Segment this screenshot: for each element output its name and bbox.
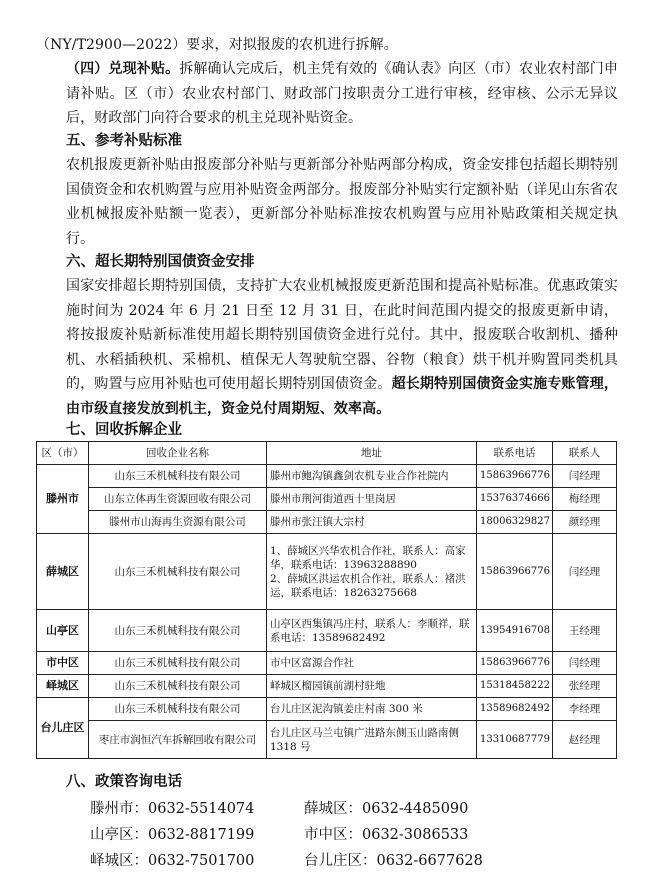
contact-cell: 赵经理 [553,721,617,759]
phone-cell: 13310687779 [477,721,553,759]
district-cell: 市中区 [37,652,89,675]
contact-phone: 0632-8817199 [148,827,255,843]
phone-cell: 13589682492 [477,698,553,721]
contact-phone: 0632-7501700 [148,853,255,869]
section4-title: （四）兑现补贴。 [66,61,180,77]
contact-cell: 王经理 [553,610,617,652]
phone-cell: 15376374666 [477,488,553,511]
contact-label: 薛城区： [304,801,362,817]
column-header-district: 区（市） [37,442,89,465]
table-row [37,652,617,675]
section6-text: 国家安排超长期特别国债，支持扩大农业机械报废更新范围和提高补贴标准。优惠政策实施时间为 2024 年 6 月 21 日至 12 月 31 日，在此时间范围内提交的报废更新申请，将按报废补贴新标准使用超长期特别国债资金进行兑付。其中，报废联合收割机、播种机、水稻插秧机、采棉机、植保无人驾驶航空器、谷物（粮食）烘干机并购置同类机具的，购置与应用补贴也可使用超长期特别国债资金。 [66,278,618,392]
company-cell: 山东三禾机械科技有限公司 [89,698,267,721]
contact-label: 山亭区： [90,827,148,843]
company-cell: 枣庄市润恒汽车拆解回收有限公司 [89,721,267,759]
company-cell: 山东三禾机械科技有限公司 [89,675,267,698]
section6-paragraph [66,274,618,421]
contact-phone: 0632-6677628 [376,853,483,869]
recycling-companies-table [36,441,617,759]
district-cell: 薛城区 [37,534,89,610]
company-cell: 山东三禾机械科技有限公司 [89,465,267,488]
contact-item [90,822,304,848]
contact-cell: 闫经理 [553,465,617,488]
table-row [37,610,617,652]
company-cell: 山东三禾机械科技有限公司 [89,534,267,610]
phone-cell: 15863966776 [477,465,553,488]
table-row [37,534,617,610]
contact-cell: 颜经理 [553,511,617,534]
address-cell: 山亭区西集镇冯庄村，联系人：李顺祥，联系电话：13589682492 [267,610,477,652]
table-row [37,511,617,534]
address-cell: 台儿庄区泥沟镇姜庄村南 300 米 [267,698,477,721]
contact-phone: 0632-4485090 [362,801,469,817]
address-cell: 1、薛城区兴华农机合作社，联系人：高家华，联系电话：13963288890 2、薛城区洪运农机合作社，联系人：褚洪运，联系电话：18263275668 [267,534,477,610]
column-header-address: 地址 [267,442,477,465]
contact-cell: 梅经理 [553,488,617,511]
contact-cell: 张经理 [553,675,617,698]
section8-heading: 八、政策咨询电话 [66,774,182,790]
address-cell: 市中区富源合作社 [267,652,477,675]
contact-item [90,796,304,822]
phone-cell: 18006329827 [477,511,553,534]
contact-row [90,796,610,822]
table-row [37,488,617,511]
contact-label: 市中区： [304,827,362,843]
address-cell: 台儿庄区马兰屯镇广进路东侧玉山路南侧 1318 号 [267,721,477,759]
address-cell: 峄城区榴园镇前湖村驻地 [267,675,477,698]
phone-cell: 13954916708 [477,610,553,652]
contact-item [304,848,518,874]
district-cell: 滕州市 [37,465,89,534]
column-header-phone: 联系电话 [477,442,553,465]
contact-item [304,822,518,848]
column-header-contact: 联系人 [553,442,617,465]
section5-paragraph: 农机报废更新补贴由报废部分补贴与更新部分补贴两部分构成，资金安排包括超长期特别国债资金和农机购置与应用补贴资金两部分。报废部分补贴实行定额补贴（详见山东省农业机械报废补贴额一览表），更新部分补贴标准按农机购置与应用补贴政策相关规定执行。 [66,157,618,247]
company-cell: 山东立体再生资源回收有限公司 [89,488,267,511]
table-row [37,465,617,488]
phone-cell: 15863966776 [477,534,553,610]
section7-heading: 七、回收拆解企业 [66,422,182,438]
column-header-company: 回收企业名称 [89,442,267,465]
contact-cell: 李经理 [553,698,617,721]
address-cell: 滕州市鲍沟镇鑫剑农机专业合作社院内 [267,465,477,488]
contact-item [304,796,518,822]
contact-item [90,848,304,874]
section4-paragraph [66,57,618,131]
contact-cell: 闫经理 [553,534,617,610]
lead-line: （NY/T2900—2022）要求，对拟报废的农机进行拆解。 [36,37,398,53]
section4-text: 拆解确认完成后，机主凭有效的《确认表》向区（市）农业农村部门申请补贴。区（市）农业农村部门、财政部门按职责分工进行审核，经审核、公示无异议后，财政部门向符合要求的机主兑现补贴资金。 [66,61,618,126]
district-cell: 峄城区 [37,675,89,698]
section5-heading: 五、参考补贴标准 [66,133,182,149]
table-row [37,675,617,698]
company-cell: 滕州市山海再生资源有限公司 [89,511,267,534]
contact-row [90,822,610,848]
section6-bold-text: 超长期特别国债资金实施专账管理，由市级直接发放到机主，资金兑付周期短、效率高。 [66,376,618,417]
table-row [37,698,617,721]
table-header-row [37,442,617,465]
contact-row [90,848,610,874]
table-row [37,721,617,759]
contact-label: 峄城区： [90,853,148,869]
contact-phone: 0632-5514074 [148,801,255,817]
district-cell: 台儿庄区 [37,698,89,759]
section6-heading: 六、超长期特别国债资金安排 [66,254,255,270]
address-cell: 滕州市张汪镇大宗村 [267,511,477,534]
contact-label: 台儿庄区： [304,853,377,869]
district-cell: 山亭区 [37,610,89,652]
company-cell: 山东三禾机械科技有限公司 [89,652,267,675]
contact-label: 滕州市： [90,801,148,817]
address-cell: 滕州市荆河街道西十里岗居 [267,488,477,511]
phone-cell: 15863966776 [477,652,553,675]
consult-phone-list [90,796,610,874]
phone-cell: 15318458222 [477,675,553,698]
contact-cell: 闫经理 [553,652,617,675]
contact-phone: 0632-3086533 [362,827,469,843]
company-cell: 山东三禾机械科技有限公司 [89,610,267,652]
